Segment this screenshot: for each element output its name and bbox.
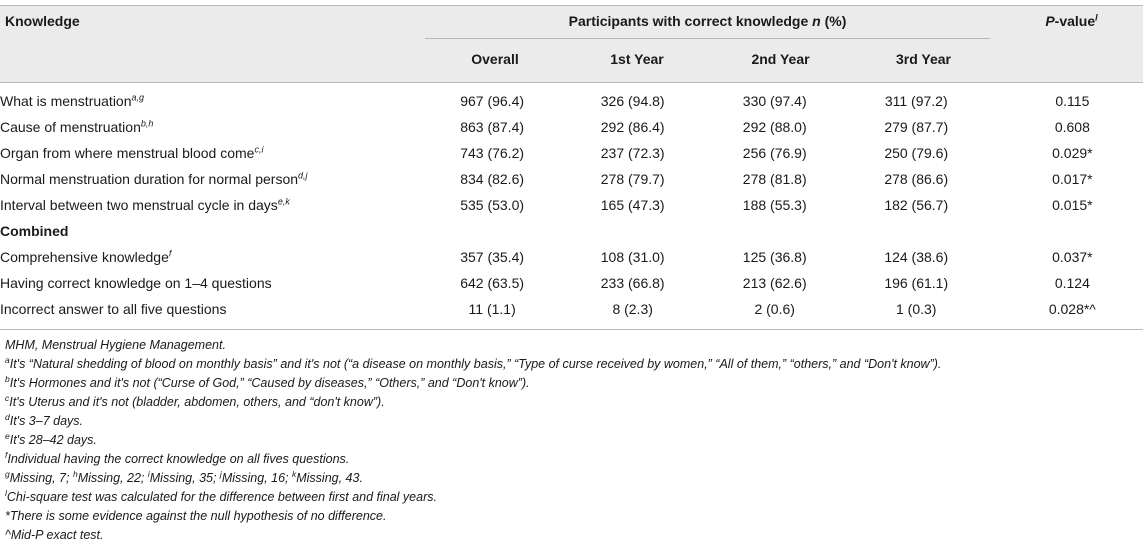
cell-3rd-year: 196 (61.1) bbox=[884, 275, 949, 291]
cell-overall: 967 (96.4) bbox=[460, 93, 525, 109]
footnote-b: $^b$It's Hormones and it's not (“Curse of God,” “Caused by diseases,” “Others,” and “Don't know”). bbox=[5, 373, 530, 390]
section-row bbox=[0, 218, 1143, 244]
cell-2nd-year: 256 (76.9) bbox=[742, 145, 807, 161]
cell-overall: 357 (35.4) bbox=[460, 249, 525, 265]
table-row bbox=[0, 244, 1143, 270]
row-label bbox=[0, 114, 423, 140]
row-label-text: Organ from where menstrual blood come bbox=[0, 145, 255, 161]
header-bottom-rule bbox=[0, 82, 1143, 83]
row-label-sup: f bbox=[168, 248, 172, 259]
header-2nd-year: 2nd Year bbox=[751, 51, 810, 67]
table-row bbox=[0, 270, 1143, 296]
cell-1st-year: 326 (94.8) bbox=[600, 93, 665, 109]
cell-p-value: 0.037* bbox=[1052, 249, 1093, 265]
cell-1st-year: 278 (79.7) bbox=[600, 171, 665, 187]
row-label-text: Having correct knowledge on 1–4 questions bbox=[0, 275, 272, 291]
header-overall: Overall bbox=[471, 51, 519, 67]
cell-1st-year: 237 (72.3) bbox=[600, 145, 665, 161]
cell-2nd-year: 188 (55.3) bbox=[742, 197, 807, 213]
footnote-f: $^f$Individual having the correct knowledge on all fives questions. bbox=[5, 449, 350, 466]
footnote-caret: ^Mid-P exact test. bbox=[5, 528, 104, 542]
row-label-text: Cause of menstruation bbox=[0, 119, 141, 135]
table-row bbox=[0, 166, 1143, 192]
row-label-text: Interval between two menstrual cycle in days bbox=[0, 197, 278, 213]
footnote-c: $^c$It's Uterus and it's not (bladder, abdomen, others, and “don't know”). bbox=[5, 392, 385, 409]
row-label-text: What is menstruation bbox=[0, 93, 132, 109]
row-label-text: Incorrect answer to all five questions bbox=[0, 301, 227, 317]
footnotes bbox=[5, 336, 941, 545]
cell-3rd-year: 250 (79.6) bbox=[884, 145, 949, 161]
cell-p-value: 0.017* bbox=[1052, 171, 1093, 187]
footnote-d: $^d$It's 3–7 days. bbox=[5, 411, 83, 428]
header-p-sup: l bbox=[1095, 12, 1098, 23]
cell-overall: 743 (76.2) bbox=[460, 145, 525, 161]
row-label-sup: b,h bbox=[140, 118, 154, 129]
cell-overall: 11 (1.1) bbox=[468, 301, 516, 317]
cell-2nd-year: 2 (0.6) bbox=[754, 301, 795, 317]
table-row bbox=[0, 88, 1143, 114]
row-label-sup: c,i bbox=[254, 144, 264, 155]
cell-p-value: 0.028*^ bbox=[1048, 301, 1096, 317]
header-knowledge: Knowledge bbox=[5, 13, 80, 29]
cell-1st-year: 292 (86.4) bbox=[600, 119, 665, 135]
row-label bbox=[0, 244, 423, 270]
cell-3rd-year: 1 (0.3) bbox=[896, 301, 937, 317]
cell-overall: 642 (63.5) bbox=[460, 275, 525, 291]
cell-2nd-year: 278 (81.8) bbox=[742, 171, 807, 187]
cell-p-value: 0.608 bbox=[1054, 119, 1090, 135]
table-row bbox=[0, 192, 1143, 218]
cell-1st-year: 165 (47.3) bbox=[600, 197, 665, 213]
cell-3rd-year: 311 (97.2) bbox=[884, 93, 948, 109]
cell-p-value: 0.015* bbox=[1052, 197, 1093, 213]
row-label bbox=[0, 270, 423, 296]
table-body bbox=[0, 88, 1143, 322]
cell-3rd-year: 182 (56.7) bbox=[884, 197, 949, 213]
header-participants-suffix: (%) bbox=[820, 13, 847, 29]
header-1st-year: 1st Year bbox=[610, 51, 664, 67]
table-row bbox=[0, 140, 1143, 166]
row-label-text: Comprehensive knowledge bbox=[0, 249, 169, 265]
header-participants bbox=[425, 13, 990, 29]
footnote-abbreviation: MHM, Menstrual Hygiene Management. bbox=[5, 338, 226, 352]
row-label bbox=[0, 166, 423, 192]
row-label bbox=[0, 296, 423, 322]
cell-p-value: 0.115 bbox=[1055, 93, 1090, 109]
footnote-a: $^a$It's “Natural shedding of blood on monthly basis” and it's not (“a disease on monthly basis,” “Type of curse received by women,” “All of them,” “others,” and “Don't know”). bbox=[5, 354, 942, 371]
header-p-value bbox=[1000, 13, 1143, 29]
row-label bbox=[0, 192, 423, 218]
footnote-e: $^e$It's 28–42 days. bbox=[5, 430, 97, 447]
cell-overall: 535 (53.0) bbox=[460, 197, 525, 213]
cell-3rd-year: 279 (87.7) bbox=[884, 119, 949, 135]
row-label-sup: a,g bbox=[131, 92, 145, 103]
header-participants-n: n bbox=[812, 13, 821, 29]
table-row bbox=[0, 296, 1143, 322]
cell-2nd-year: 330 (97.4) bbox=[742, 93, 807, 109]
cell-2nd-year: 292 (88.0) bbox=[742, 119, 807, 135]
cell-1st-year: 8 (2.3) bbox=[612, 301, 653, 317]
footnote-missing: $^g$Missing, 7; $^h$Missing, 22; $^i$Missing, 35; $^j$Missing, 16; $^k$Missing, 43. bbox=[5, 468, 363, 485]
cell-3rd-year: 124 (38.6) bbox=[884, 249, 949, 265]
header-participants-prefix: Participants with correct knowledge bbox=[568, 13, 813, 29]
cell-overall: 863 (87.4) bbox=[460, 119, 525, 135]
section-label-combined: Combined bbox=[0, 223, 69, 239]
footnote-l: $^l$Chi-square test was calculated for the difference between first and final years. bbox=[5, 487, 437, 504]
cell-1st-year: 233 (66.8) bbox=[600, 275, 665, 291]
row-label-sup: e,k bbox=[277, 196, 290, 207]
table-bottom-rule bbox=[0, 329, 1143, 330]
footnote-star: *There is some evidence against the null hypothesis of no difference. bbox=[5, 509, 387, 523]
row-label-text: Normal menstruation duration for normal person bbox=[0, 171, 299, 187]
row-label bbox=[0, 140, 423, 166]
cell-2nd-year: 125 (36.8) bbox=[742, 249, 807, 265]
cell-2nd-year: 213 (62.6) bbox=[742, 275, 807, 291]
cell-p-value: 0.029* bbox=[1052, 145, 1093, 161]
spanner-rule bbox=[425, 38, 990, 39]
cell-1st-year: 108 (31.0) bbox=[600, 249, 665, 265]
row-label-sup: d,j bbox=[298, 170, 308, 181]
row-label bbox=[0, 88, 423, 114]
cell-overall: 834 (82.6) bbox=[460, 171, 525, 187]
header-p-letter: P bbox=[1045, 13, 1055, 29]
cell-3rd-year: 278 (86.6) bbox=[884, 171, 949, 187]
cell-p-value: 0.124 bbox=[1054, 275, 1090, 291]
table-row bbox=[0, 114, 1143, 140]
header-p-rest: -value bbox=[1054, 13, 1096, 29]
header-3rd-year: 3rd Year bbox=[895, 51, 951, 67]
